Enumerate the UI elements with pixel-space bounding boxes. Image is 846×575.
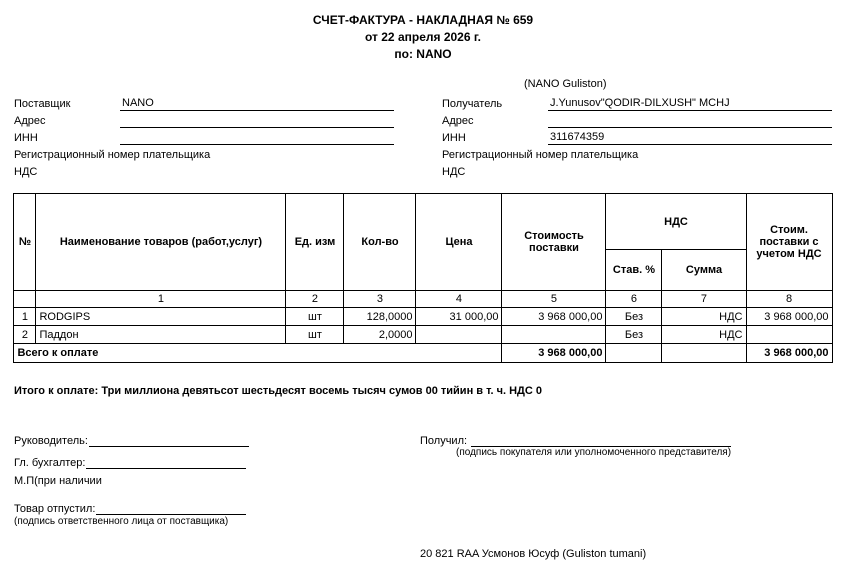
row-sum: [502, 326, 606, 344]
column-number-row: [14, 291, 832, 308]
header-nds-rate: Став. %: [606, 250, 662, 291]
table-total-row: [14, 344, 832, 363]
title-line-3: по: NANO: [394, 47, 452, 61]
buyer-name-value: J.Yunusov"QODIR-DILXUSH" MCHJ: [548, 96, 832, 111]
receiver-block: [420, 425, 830, 458]
table-row: [14, 326, 832, 344]
header-sum: Стоимость поставки: [502, 194, 606, 291]
supplier-reg-label: Регистрационный номер плательщика: [14, 149, 211, 161]
buyer-address-row: [442, 111, 832, 128]
row-qty: 128,0000: [344, 308, 416, 326]
buyer-inn-row: [442, 128, 832, 145]
title-line-2: от 22 апреля 2026 г.: [365, 30, 481, 44]
row-price: 31 000,00: [416, 308, 502, 326]
total-label: Всего к оплате: [14, 344, 502, 363]
header-qty: Кол-во: [344, 194, 416, 291]
amount-in-words: Итого к оплате: Три миллиона девятьсот шестьдесят восемь тысяч сумов 00 тийин в т. ч. НДС 0: [14, 385, 543, 397]
supplier-address-label: Адрес: [14, 115, 46, 127]
goods-released-label: Товар отпустил:: [14, 503, 96, 515]
buyer-nds-value: [548, 165, 832, 179]
accountant-signature-line: [86, 455, 246, 469]
supplier-inn-row: [14, 128, 394, 145]
carrier-note: 20 821 RAA Усмонов Юсуф (Guliston tumani): [420, 548, 647, 560]
supplier-reg-value: [189, 148, 394, 162]
buyer-inn-label: ИНН: [442, 132, 466, 144]
buyer-nds-row: [442, 162, 832, 179]
colnum-8: 8: [746, 291, 832, 308]
buyer-nds-label: НДС: [442, 166, 466, 178]
header-nds-group: НДС: [606, 194, 746, 250]
row-num: 2: [14, 326, 36, 344]
director-label: Руководитель:: [14, 435, 88, 447]
goods-released-signature-line: [96, 501, 246, 515]
supplier-block: [14, 77, 394, 179]
row-nds-sum: НДС: [662, 308, 746, 326]
buyer-inn-value: 311674359: [548, 130, 832, 145]
supplier-nds-row: [14, 162, 394, 179]
header-price: Цена: [416, 194, 502, 291]
total-with-nds: 3 968 000,00: [746, 344, 832, 363]
row-nds-rate: Без: [606, 308, 662, 326]
table-row: [14, 308, 832, 326]
row-nds-sum: НДС: [662, 326, 746, 344]
row-qty: 2,0000: [344, 326, 416, 344]
received-row: [420, 425, 830, 447]
director-signature-line: [89, 433, 249, 447]
colnum-blank: [14, 291, 36, 308]
colnum-5: 5: [502, 291, 606, 308]
supplier-inn-label: ИНН: [14, 132, 38, 144]
parties-block: [0, 77, 846, 179]
supplier-address-value: [120, 113, 394, 128]
header-unit: Ед. изм: [286, 194, 344, 291]
header-name: Наименование товаров (работ,услуг): [36, 194, 286, 291]
row-num: 1: [14, 308, 36, 326]
buyer-reg-label: Регистрационный номер плательщика: [442, 149, 639, 161]
row-sum: 3 968 000,00: [502, 308, 606, 326]
header-num: №: [14, 194, 36, 291]
buyer-name-row: [442, 94, 832, 111]
colnum-2: 2: [286, 291, 344, 308]
colnum-6: 6: [606, 291, 662, 308]
received-signature-line: [471, 433, 731, 447]
row-price: [416, 326, 502, 344]
buyer-top-note-row: [442, 77, 832, 94]
row-unit: шт: [286, 308, 344, 326]
supplier-reg-row: [14, 145, 394, 162]
supplier-name-label: Поставщик: [14, 98, 71, 110]
items-table: [13, 193, 832, 363]
buyer-block: [442, 77, 832, 179]
buyer-name-label: Получатель: [442, 98, 503, 110]
stamp-label: М.П(при наличии: [14, 475, 102, 487]
supplier-signature-note: (подпись ответственного лица от поставщика): [14, 516, 229, 527]
row-total: 3 968 000,00: [746, 308, 832, 326]
row-unit: шт: [286, 326, 344, 344]
row-nds-rate: Без: [606, 326, 662, 344]
received-note: (подпись покупателя или уполномоченного представителя): [456, 447, 732, 458]
document-title: [0, 0, 846, 63]
signatures-block: [0, 425, 846, 575]
buyer-reg-value: [617, 148, 832, 162]
colnum-7: 7: [662, 291, 746, 308]
total-nds-sum: [662, 344, 746, 363]
supplier-name-value: NANO: [120, 96, 394, 111]
supplier-name-row: [14, 94, 394, 111]
supplier-nds-value: [120, 165, 394, 179]
buyer-reg-row: [442, 145, 832, 162]
supplier-address-row: [14, 111, 394, 128]
colnum-4: 4: [416, 291, 502, 308]
row-total: [746, 326, 832, 344]
colnum-1: 1: [36, 291, 286, 308]
supplier-inn-value: [120, 130, 394, 145]
title-line-1: СЧЕТ-ФАКТУРА - НАКЛАДНАЯ № 659: [312, 13, 534, 27]
buyer-address-label: Адрес: [442, 115, 474, 127]
row-name: RODGIPS: [36, 308, 286, 326]
accountant-label: Гл. бухгалтер:: [14, 457, 86, 469]
total-sum: 3 968 000,00: [502, 344, 606, 363]
received-label: Получил:: [420, 435, 468, 447]
supplier-nds-label: НДС: [14, 166, 38, 178]
buyer-address-value: [548, 113, 832, 128]
goods-released-row: [14, 493, 846, 515]
colnum-3: 3: [344, 291, 416, 308]
total-nds-rate: [606, 344, 662, 363]
header-total: Стоим. поставки с учетом НДС: [746, 194, 832, 291]
buyer-top-note: (NANO Guliston): [524, 78, 607, 90]
header-nds-sum: Сумма: [662, 250, 746, 291]
row-name: Паддон: [36, 326, 286, 344]
supplier-top-spacer: [14, 77, 394, 94]
